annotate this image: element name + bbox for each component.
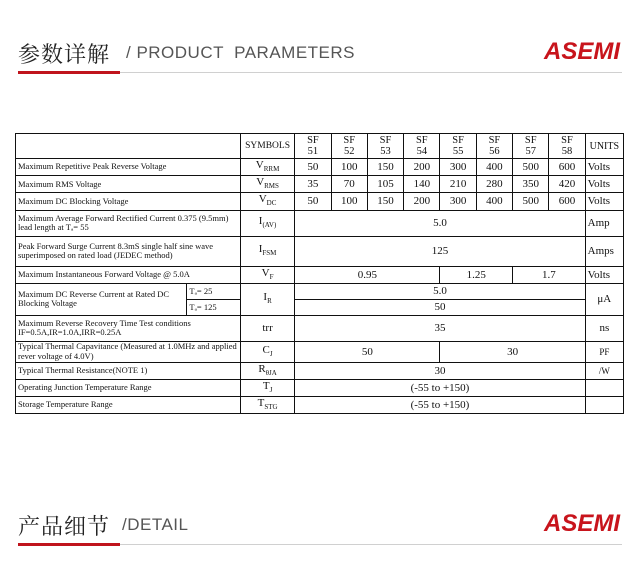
header-part-sf51: SF 51 [295, 134, 331, 159]
section-header-parameters [18, 38, 622, 78]
accent-bar [18, 543, 120, 546]
section-title-zh: 产品细节 [18, 515, 111, 540]
table-row-vdc: Maximum DC Blocking Voltage $V_{DC}$ 50 100 150 200 300 400 500 600 Volts [16, 193, 624, 210]
header-blank [16, 134, 241, 159]
table-row-trr: Maximum Reverse Recovery Time Test conditions IF=0.5A,IR=1.0A,IRR=0.25A trr 35 ns [16, 315, 624, 341]
section-header-detail [18, 510, 622, 550]
header-units: UNITS [585, 134, 623, 159]
header-part-sf58: SF 58 [549, 134, 585, 159]
header-part-sf54: SF 54 [404, 134, 440, 159]
header-symbols: SYMBOLS [240, 134, 294, 159]
table-row-vrms: Maximum RMS Voltage $V_{RMS}$ 35 70 105 140 210 280 350 420 Volts [16, 176, 624, 193]
header-part-sf57: SF 57 [513, 134, 549, 159]
asemi-logo: ASEMI [543, 38, 620, 65]
table-row-ir-125: Tₐ= 125 50 [16, 299, 624, 315]
table-row-ir-25: Maximum DC Reverse Current at Rated DC Blocking Voltage Tₐ= 25 $I_R$ 5.0 μA [16, 283, 624, 299]
table-row-ifsm: Peak Forward Surge Current 8.3mS single half sine wave superimposed on rated load (JEDEC method) $I_{FSM}$ 125 Amps [16, 236, 624, 266]
parameter-table [15, 133, 624, 414]
accent-bar [18, 71, 120, 74]
table-row-vf: Maximum Instantaneous Forward Voltage @ 5.0A $V_F$ 0.95 1.25 1.7 Volts [16, 266, 624, 283]
header-part-sf53: SF 53 [367, 134, 403, 159]
header-part-sf52: SF 52 [331, 134, 367, 159]
table-row-rja: Typical Thermal Resistance(NOTE 1) $R_{\theta JA}$ 30 /W [16, 362, 624, 379]
section-title-en: / PRODUCT PARAMETERS [126, 43, 356, 62]
table-header-row [16, 134, 624, 159]
header-part-sf55: SF 55 [440, 134, 476, 159]
section-title-zh: 参数详解 [18, 43, 111, 68]
table-row-vrrm: Maximum Repetitive Peak Reverse Voltage $V_{RRM}$ 50 100 150 200 300 400 500 600 Volts [16, 159, 624, 176]
table-row-tstg: Storage Temperature Range $T_{STG}$ (-55 to +150) [16, 397, 624, 414]
section-title-en: /DETAIL [122, 515, 189, 534]
table-row-iav: Maximum Average Forward Rectified Current 0.375 (9.5mm) lead length at Tₐ= 55 $I_{(AV)}$ 5.0 Amp [16, 210, 624, 236]
header-part-sf56: SF 56 [476, 134, 512, 159]
table-row-tj: Operating Junction Temperature Range $T_J$ (-55 to +150) [16, 379, 624, 396]
table-row-cj: Typical Thermal Capavitance (Measured at 1.0MHz and applied rever voltage of 4.0V) $C_J$ 50 30 PF [16, 341, 624, 362]
asemi-logo: ASEMI [543, 510, 620, 537]
